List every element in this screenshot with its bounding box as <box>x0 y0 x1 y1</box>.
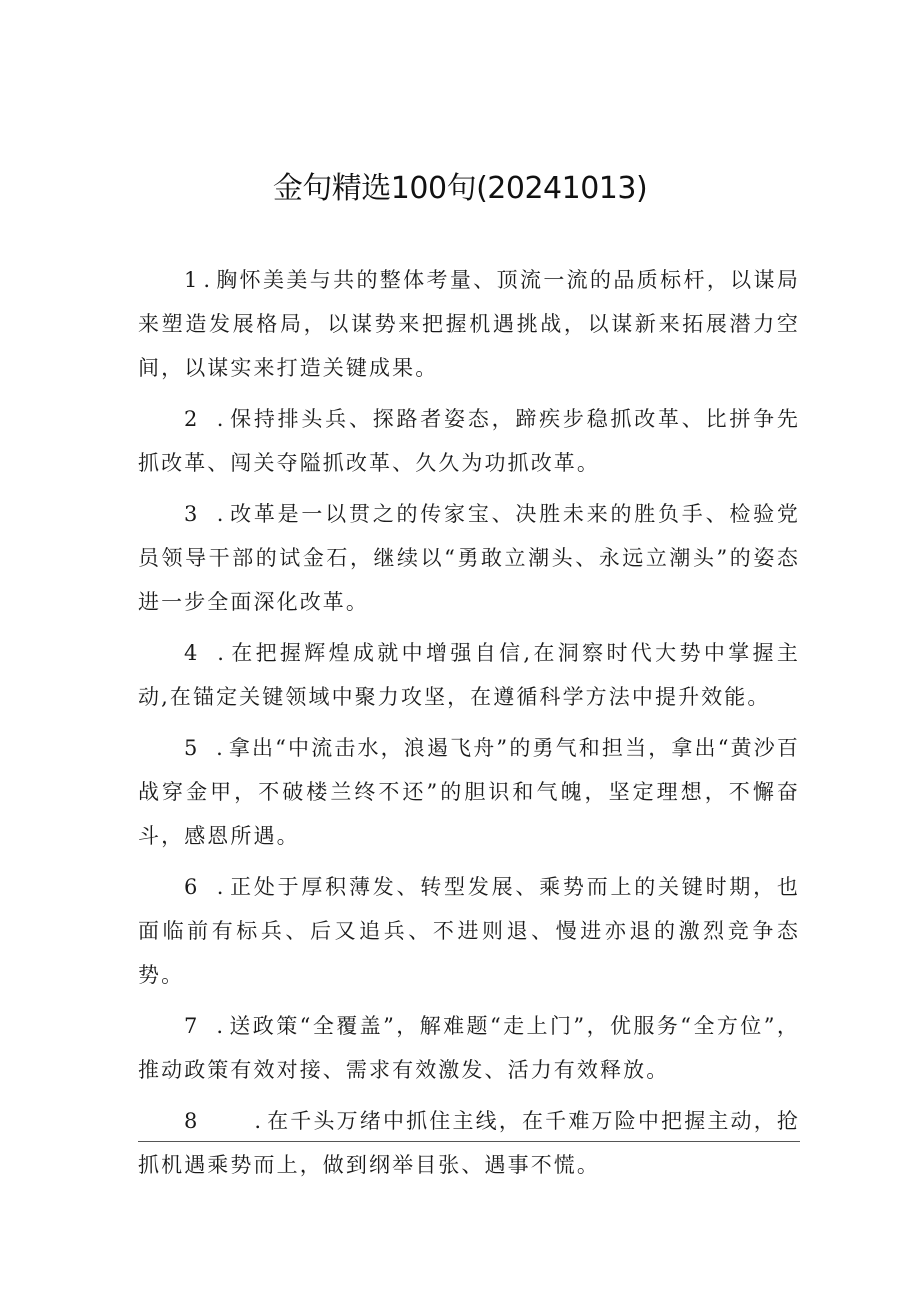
paragraph-1 <box>138 258 800 390</box>
paragraph-number: 7 . <box>184 1014 230 1038</box>
paragraph-number: 6 . <box>184 875 230 899</box>
paragraph-text: 送政策“全覆盖”，解难题“走上门”，优服务“全方位”，推动政策有效对接、需求有效激发、活力有效释放。 <box>138 1014 800 1082</box>
paragraph-8 <box>138 1099 800 1187</box>
paragraph-text: 胸怀美美与共的整体考量、顶流一流的品质标杆，以谋局来塑造发展格局，以谋势来把握机遇挑战，以谋新来拓展潜力空间，以谋实来打造关键成果。 <box>138 268 800 380</box>
paragraph-text: 拿出“中流击水，浪遏飞舟”的勇气和担当，拿出“黄沙百战穿金甲，不破楼兰终不还”的胆识和气魄，坚定理想，不懈奋斗，感恩所遇。 <box>138 736 801 848</box>
paragraph-5 <box>138 726 800 858</box>
document-title: 金句精选100句(20241013) <box>272 171 648 206</box>
document-body <box>138 258 800 1194</box>
paragraph-7 <box>138 1004 800 1092</box>
paragraph-text: 在千头万绪中抓住主线，在千难万险中把握主动，抢抓机遇乘势而上，做到纲举目张、遇事不慌。 <box>138 1109 800 1177</box>
paragraph-6 <box>138 865 800 997</box>
paragraph-2 <box>138 397 800 485</box>
paragraph-number: 8 . <box>184 1109 268 1133</box>
paragraph-number: 1. <box>184 268 217 292</box>
paragraph-number: 5 . <box>184 736 229 760</box>
paragraph-text: 正处于厚积薄发、转型发展、乘势而上的关键时期，也面临前有标兵、后又追兵、不进则退、慢进亦退的激烈竞争态势。 <box>138 875 800 987</box>
paragraph-3 <box>138 492 800 624</box>
paragraph-number: 2 . <box>184 407 230 431</box>
paragraph-text: 保持排头兵、探路者姿态，蹄疾步稳抓改革、比拼争先抓改革、闯关夺隘抓改革、久久为功抓改革。 <box>138 407 800 475</box>
paragraph-text: 改革是一以贯之的传家宝、决胜未来的胜负手、检验党员领导干部的试金石，继续以“勇敢立潮头、永远立潮头”的姿态进一步全面深化改革。 <box>138 502 800 614</box>
paragraph-number: 4 . <box>184 641 230 665</box>
paragraph-text: 在把握辉煌成就中增强自信,在洞察时代大势中掌握主动,在锚定关键领域中聚力攻坚，在遵循科学方法中提升效能。 <box>138 641 800 709</box>
underline-rule <box>138 1141 800 1142</box>
paragraph-4 <box>138 631 800 719</box>
paragraph-number: 3 . <box>184 502 230 526</box>
